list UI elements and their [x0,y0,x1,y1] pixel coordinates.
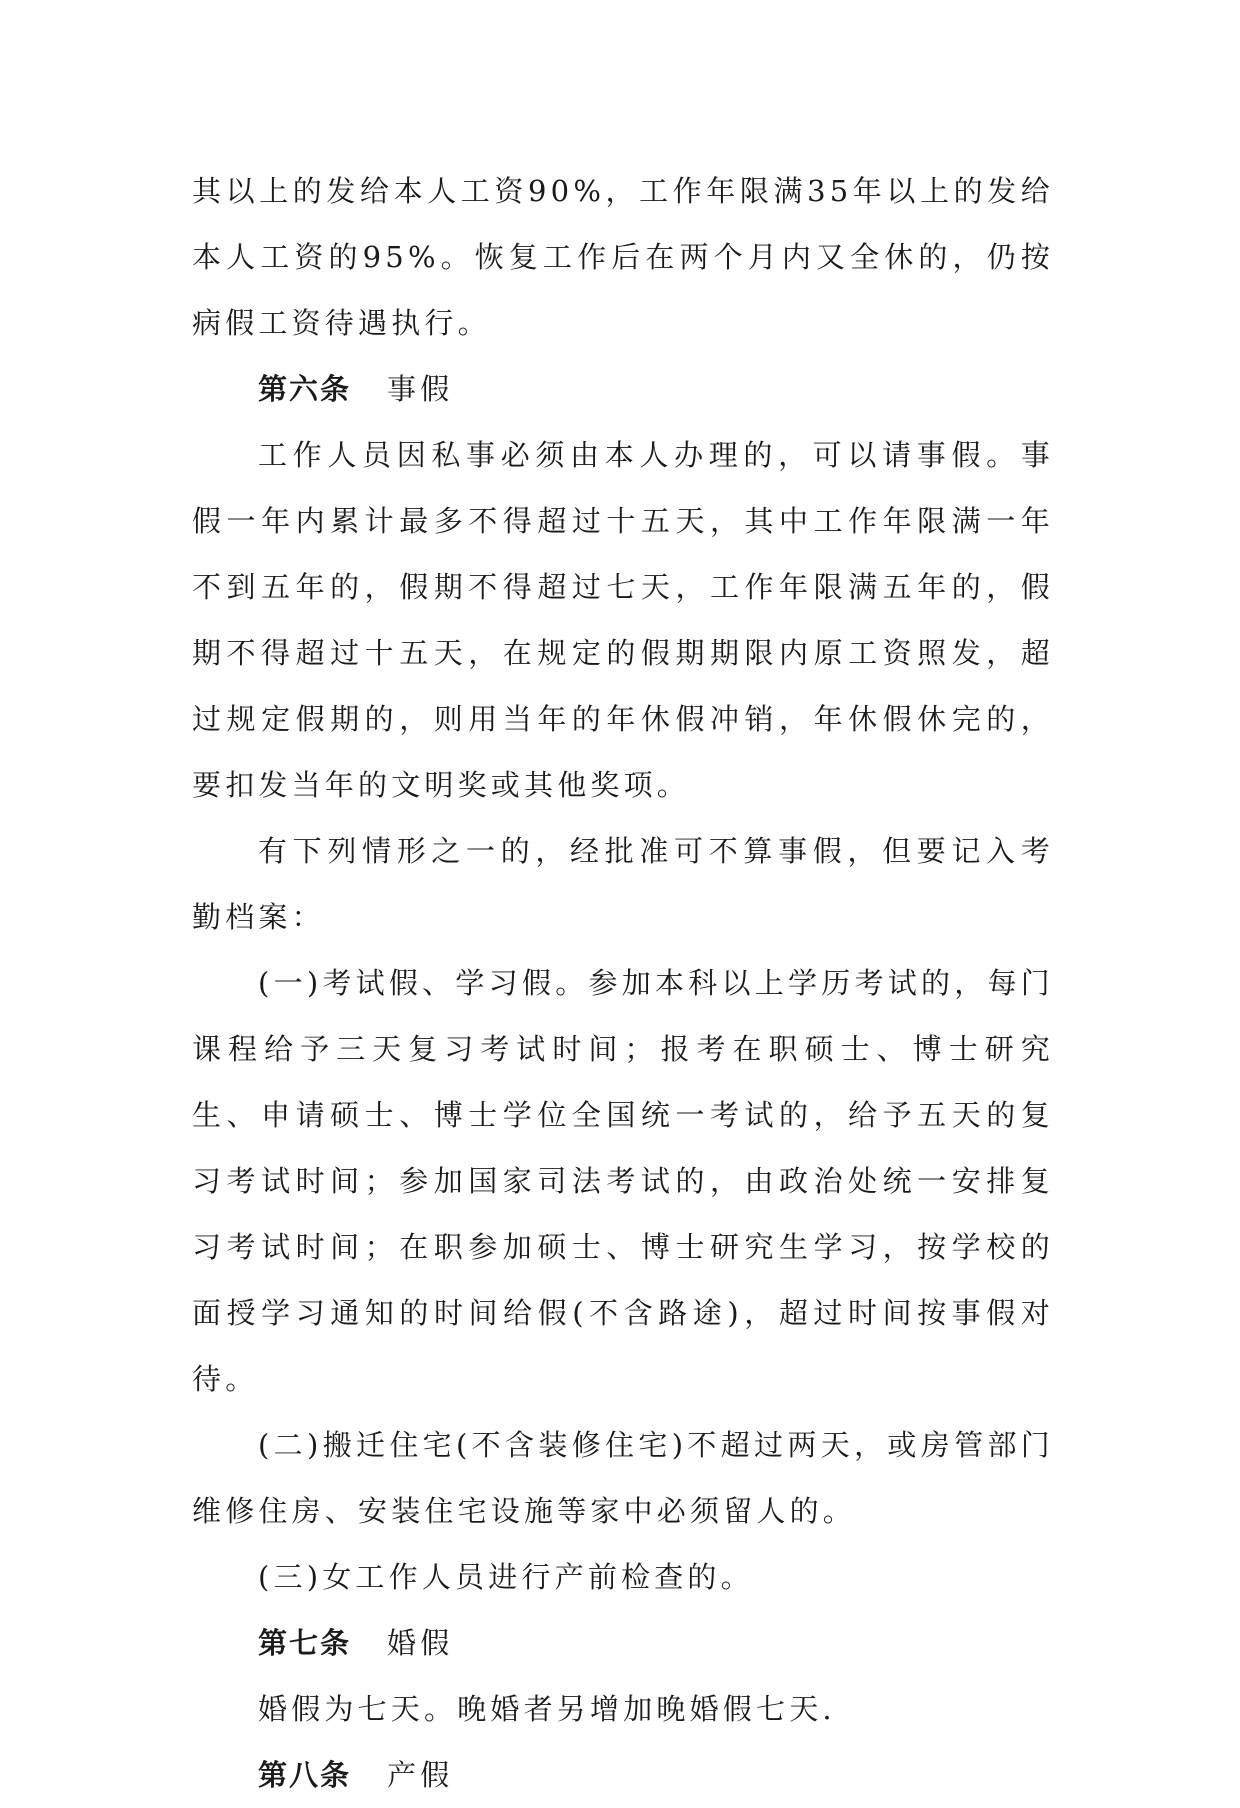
article-subject: 婚假 [387,1626,454,1660]
article-7-heading [192,1610,1054,1676]
article-6-heading [192,356,1054,422]
article-number: 第八条 [258,1758,352,1792]
article-number: 第七条 [258,1626,352,1660]
document-body [192,158,1054,1808]
paragraph-personal-leave: 工作人员因私事必须由本人办理的，可以请事假。事假一年内累计最多不得超过十五天，其中工作年限满一年不到五年的，假期不得超过七天，工作年限满五年的，假期不得超过十五天，在规定的假期期限内原工资照发，超过规定假期的，则用当年的年休假冲销，年休假休完的，要扣发当年的文明奖或其他奖项。 [192,438,1054,802]
article-subject: 事假 [387,372,454,406]
paragraph-moving-leave: (二)搬迁住宅(不含装修住宅)不超过两天，或房管部门维修住房、安装住宅设施等家中必须留人的。 [192,1428,1054,1528]
paragraph-exam-study-leave: (一)考试假、学习假。参加本科以上学历考试的，每门课程给予三天复习考试时间；报考在职硕士、博士研究生、申请硕士、博士学位全国统一考试的，给予五天的复习考试时间；参加国家司法考试的，由政治处统一安排复习考试时间；在职参加硕士、博士研究生学习，按学校的面授学习通知的时间给假(不含路途)，超过时间按事假对待。 [192,966,1054,1396]
article-number: 第六条 [258,372,352,406]
article-8-heading [192,1742,1054,1808]
paragraph-sick-leave-continuation: 其以上的发给本人工资90%，工作年限满35年以上的发给本人工资的95%。恢复工作后在两个月内又全休的，仍按病假工资待遇执行。 [192,174,1054,340]
paragraph-exceptions-intro: 有下列情形之一的，经批准可不算事假，但要记入考勤档案： [192,834,1054,934]
paragraph-prenatal-checkup: (三)女工作人员进行产前检查的。 [258,1560,754,1594]
paragraph-marriage-leave: 婚假为七天。晚婚者另增加晚婚假七天. [258,1692,836,1726]
article-subject: 产假 [387,1758,454,1792]
